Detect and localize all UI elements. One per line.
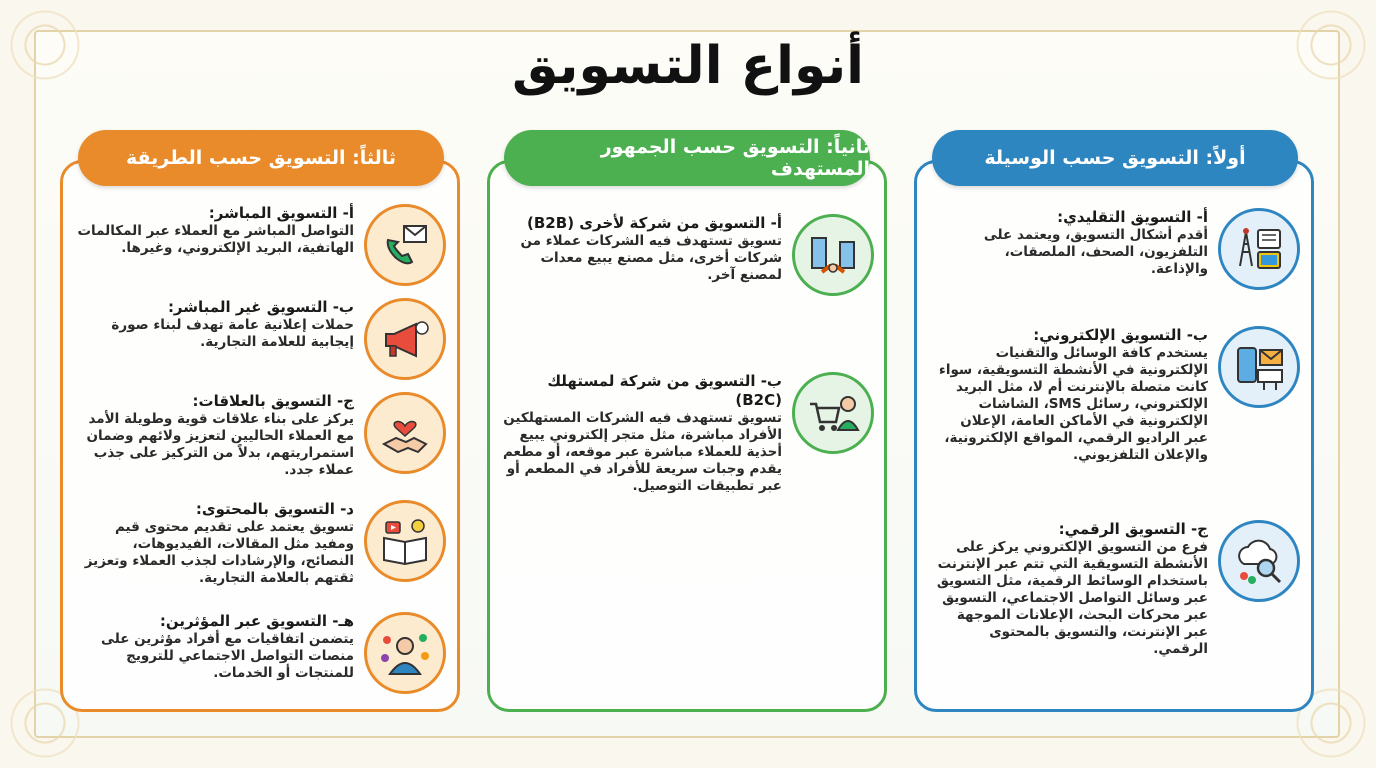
item-title: ج- التسويق الرقمي: xyxy=(1058,520,1208,538)
column-header-by-method: ثالثاً: التسويق حسب الطريقة xyxy=(78,130,444,186)
item-digital-marketing xyxy=(930,520,1300,658)
item-b2b xyxy=(502,214,874,296)
item-title: ب- التسويق من شركة لمستهلك (B2C) xyxy=(547,372,782,409)
item-b2c xyxy=(502,372,874,495)
handshake-heart-icon xyxy=(364,392,446,474)
item-body: يركز على بناء علاقات قوية وطويلة الأمد مع العملاء الحاليين لتعزيز ولائهم وضمان استمراريتهم، بدلاً من التركيز على جذب عملاء جدد. xyxy=(86,411,354,478)
influencer-icon xyxy=(364,612,446,694)
page-title: أنواع التسويق xyxy=(512,36,864,96)
column-header-by-medium: أولاً: التسويق حسب الوسيلة xyxy=(932,130,1298,186)
item-content-marketing xyxy=(76,500,446,587)
item-body: يستخدم كافة الوسائل والتقنيات الإلكترونية في الأنشطة التسويقية، سواء كانت متصلة بالإنترنت أم لا، مثل البريد الإلكتروني، رسائل SMS، الشاشات الإلكترونية في الأماكن العامة، الإعلان عبر الراديو الرقمي، المواقع الإلكترونية، والإعلان التلفزيوني. xyxy=(938,345,1208,463)
item-electronic-marketing xyxy=(934,326,1300,464)
cart-person-icon xyxy=(792,372,874,454)
item-title: أ- التسويق المباشر: xyxy=(208,204,354,222)
cloud-search-icon xyxy=(1218,520,1300,602)
item-title: ب- التسويق الإلكتروني: xyxy=(1033,326,1208,344)
item-body: تسويق يعتمد على تقديم محتوى قيم ومفيد مثل المقالات، الفيديوهات، النصائح، والإرشادات لجذب العملاء وتعزيز ثقتهم بالعلامة التجارية. xyxy=(84,519,354,586)
item-body: فرع من التسويق الإلكتروني يركز على الأنشطة التسويقية التي تتم عبر الإنترنت باستخدام الوسائط الرقمية، مثل التسويق عبر وسائل التواصل الاجتماعي، التسويق عبر محركات البحث، الإعلانات الموجهة عبر الإنترنت، والتسويق بالمحتوى الرقمي. xyxy=(936,539,1208,657)
item-title: ب- التسويق غير المباشر: xyxy=(167,298,354,316)
item-title: أ- التسويق من شركة لأخرى (B2B) xyxy=(527,214,782,232)
item-title: ج- التسويق بالعلاقات: xyxy=(192,392,354,410)
phone-envelope-icon xyxy=(364,204,446,286)
item-body: يتضمن اتفاقيات مع أفراد مؤثرين على منصات التواصل الاجتماعي للترويج للمنتجات أو الخدمات. xyxy=(101,631,354,681)
megaphone-icon xyxy=(364,298,446,380)
item-traditional-marketing xyxy=(946,208,1300,290)
column-header-by-audience: ثانياً: التسويق حسب الجمهور المستهدف xyxy=(504,130,870,186)
item-body: تسويق تستهدف فيه الشركات عملاء من شركات أخرى، مثل مصنع يبيع معدات لمصنع آخر. xyxy=(520,233,782,283)
item-body: تسويق تستهدف فيه الشركات المستهلكين الأفراد مباشرة، مثل متجر إلكتروني يبيع أحذية للعملاء مباشرة عبر موقعه، أو مطعم يقدم وجبات سريعة للأفراد في المطعم أو عبر تطبيقات التوصيل. xyxy=(502,410,782,494)
item-relationship-marketing xyxy=(76,392,446,479)
item-title: د- التسويق بالمحتوى: xyxy=(195,500,354,518)
item-influencer-marketing xyxy=(76,612,446,694)
item-direct-marketing xyxy=(76,204,446,286)
item-body: التواصل المباشر مع العملاء عبر المكالمات الهاتفية، البريد الإلكتروني، وغيرها. xyxy=(77,223,354,256)
item-title: هـ- التسويق عبر المؤثرين: xyxy=(159,612,354,630)
item-body: حملات إعلانية عامة تهدف لبناء صورة إيجابية للعلامة التجارية. xyxy=(111,317,354,350)
item-title: أ- التسويق التقليدي: xyxy=(1057,208,1208,226)
item-body: أقدم أشكال التسويق، ويعتمد على التلفزيون، الصحف، الملصقات، والإذاعة. xyxy=(983,227,1208,277)
phone-mail-billboard-icon xyxy=(1218,326,1300,408)
tower-tv-newspaper-icon xyxy=(1218,208,1300,290)
item-indirect-marketing xyxy=(76,298,446,380)
book-video-bulb-icon xyxy=(364,500,446,582)
buildings-handshake-icon xyxy=(792,214,874,296)
